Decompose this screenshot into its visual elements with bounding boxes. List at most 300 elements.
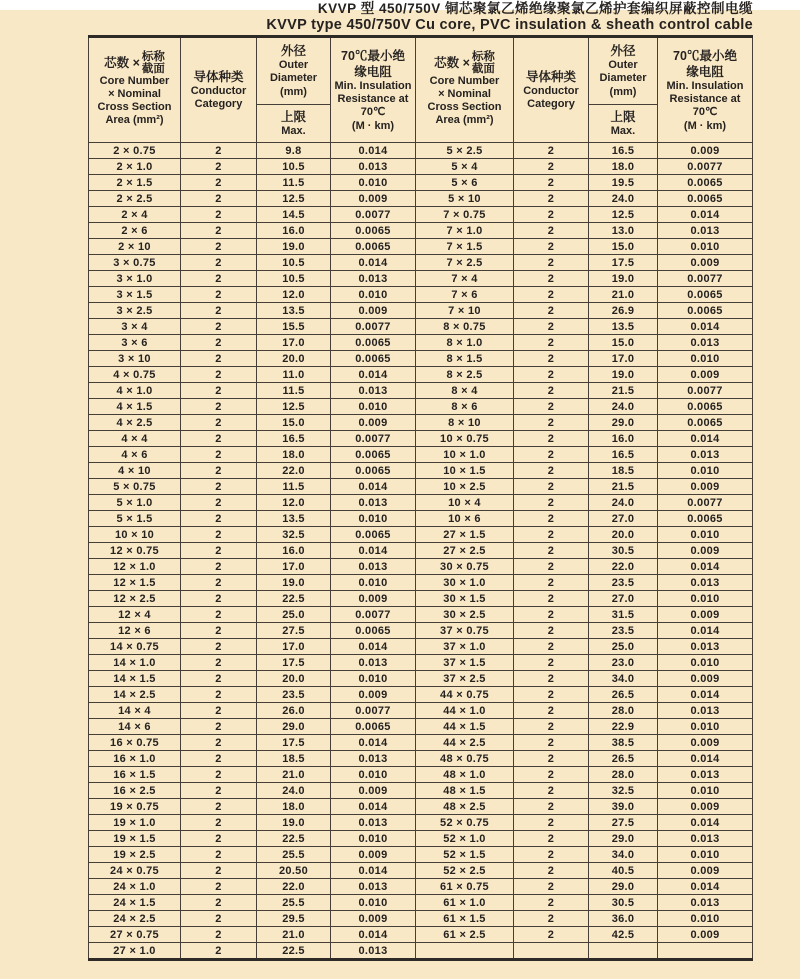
table-cell: 0.010 [658,719,753,735]
table-cell: 2 [514,847,589,863]
table-cell: 10 × 1.5 [416,463,514,479]
table-row [89,783,753,799]
table-cell: 2 [181,911,257,927]
table-row [89,943,753,960]
header-resistance-unit: (M · km) [351,119,395,132]
table-cell: 37 × 1.0 [416,639,514,655]
header-conductor-left [181,37,257,143]
header-resistance-en2: Resistance at [337,92,409,105]
table-cell: 37 × 0.75 [416,623,514,639]
table-cell: 29.0 [589,831,658,847]
table-cell: 24.0 [589,399,658,415]
table-cell: 12 × 1.5 [89,575,181,591]
table-cell: 0.014 [658,559,753,575]
table-cell: 2 [181,591,257,607]
table-row [89,287,753,303]
table-cell: 0.010 [331,831,416,847]
table-row [89,527,753,543]
header-core-zh-prefix: 芯数 × [434,56,470,70]
table-cell: 16.5 [589,447,658,463]
table-cell: 30 × 1.5 [416,591,514,607]
table-cell: 0.009 [658,799,753,815]
table-cell: 2 [181,543,257,559]
table-cell: 2 [514,287,589,303]
table-cell: 0.013 [658,831,753,847]
table-cell: 8 × 4 [416,383,514,399]
table-row [89,719,753,735]
header-diameter-left [257,37,331,105]
header-diameter-sub-en: Max. [610,124,636,137]
table-cell: 32.5 [589,783,658,799]
table-cell: 14.5 [257,207,331,223]
table-cell: 2 × 4 [89,207,181,223]
header-core-zh-bottom: 截面 [141,63,165,75]
table-row [89,335,753,351]
table-cell: 52 × 1.0 [416,831,514,847]
table-cell: 27 × 2.5 [416,543,514,559]
table-cell: 48 × 2.5 [416,799,514,815]
table-row [89,319,753,335]
table-cell: 15.5 [257,319,331,335]
header-resistance-en3: 70℃ [692,105,718,118]
table-cell: 19.0 [589,271,658,287]
table-cell: 0.013 [658,767,753,783]
table-cell: 13.5 [257,511,331,527]
table-cell: 26.0 [257,703,331,719]
table-cell: 3 × 1.0 [89,271,181,287]
table-cell: 2 [181,239,257,255]
table-cell: 2 [181,703,257,719]
table-row [89,223,753,239]
table-cell: 2 [514,911,589,927]
table-cell: 2 [181,335,257,351]
table-cell: 0.009 [658,927,753,943]
table-cell: 0.009 [331,303,416,319]
table-row [89,863,753,879]
table-cell: 17.5 [257,655,331,671]
table-cell: 30 × 2.5 [416,607,514,623]
table-row [89,399,753,415]
table-cell: 22.0 [257,463,331,479]
table-cell: 5 × 6 [416,175,514,191]
table-cell: 15.0 [589,239,658,255]
table-cell: 61 × 1.5 [416,911,514,927]
table-cell: 2 [181,655,257,671]
table-cell: 12 × 1.0 [89,559,181,575]
table-cell: 14 × 2.5 [89,687,181,703]
table-cell: 0.014 [331,479,416,495]
table-cell: 0.0077 [331,319,416,335]
table-cell: 0.0077 [331,703,416,719]
table-header [89,37,753,143]
table-cell: 14 × 0.75 [89,639,181,655]
table-cell: 0.0077 [658,271,753,287]
header-diameter-en2: Diameter [269,72,318,84]
table-cell: 0.009 [331,847,416,863]
table-cell: 2 [181,159,257,175]
table-cell: 0.0065 [658,511,753,527]
table-cell: 34.0 [589,671,658,687]
table-cell: 11.5 [257,479,331,495]
table-cell: 18.5 [257,751,331,767]
header-core-zh-stack [142,51,165,75]
table-cell: 8 × 1.5 [416,351,514,367]
table-cell: 12 × 6 [89,623,181,639]
table-cell: 31.5 [589,607,658,623]
table-cell: 8 × 6 [416,399,514,415]
table-cell: 15.0 [257,415,331,431]
table-cell: 61 × 0.75 [416,879,514,895]
table-cell: 12 × 2.5 [89,591,181,607]
table-cell: 0.009 [658,367,753,383]
table-cell: 0.0077 [331,207,416,223]
table-cell: 2 [514,751,589,767]
table-cell: 19.0 [257,239,331,255]
table-cell: 2 [181,495,257,511]
table-cell: 8 × 0.75 [416,319,514,335]
table-cell: 16.5 [257,431,331,447]
table-cell: 2 [514,255,589,271]
table-cell: 10 × 10 [89,527,181,543]
header-diameter-sub-zh: 上限 [280,109,306,124]
table-cell: 0.010 [331,175,416,191]
table-cell: 23.0 [589,655,658,671]
table-cell: 0.013 [331,751,416,767]
table-cell: 0.010 [331,511,416,527]
cable-spec-table [88,35,753,961]
table-cell: 0.010 [658,591,753,607]
header-resistance-zh1: 70℃最小绝 [341,48,405,63]
table-cell: 24.0 [257,783,331,799]
table-row [89,511,753,527]
table-cell: 22.0 [589,559,658,575]
table-cell: 0.0065 [331,223,416,239]
table-cell: 18.0 [589,159,658,175]
table-cell: 2 [181,367,257,383]
table-cell: 10.5 [257,255,331,271]
table-cell: 4 × 1.5 [89,399,181,415]
table-cell: 4 × 4 [89,431,181,447]
table-cell: 0.009 [331,911,416,927]
table-cell: 61 × 2.5 [416,927,514,943]
table-cell: 2 [181,863,257,879]
header-core-zh-top: 标称 [141,51,165,63]
table-row [89,479,753,495]
table-cell: 29.0 [589,415,658,431]
table-cell: 12.0 [257,287,331,303]
table-cell: 27.5 [257,623,331,639]
table-cell: 28.0 [589,703,658,719]
header-resistance-en3: 70℃ [360,105,386,118]
table-cell: 0.009 [331,415,416,431]
table-cell: 48 × 0.75 [416,751,514,767]
header-conductor-en2: Category [194,98,243,110]
table-cell: 27 × 0.75 [89,927,181,943]
table-cell: 0.010 [331,287,416,303]
table-cell: 0.009 [658,255,753,271]
table-cell: 0.013 [331,943,416,960]
header-core-left-zh [89,51,180,75]
table-cell: 16.0 [257,543,331,559]
table-cell: 19.0 [257,575,331,591]
table-cell: 22.5 [257,591,331,607]
header-resistance-zh2: 缘电阻 [354,64,392,79]
table-cell: 0.009 [658,735,753,751]
table-cell: 2 [181,351,257,367]
table-cell: 3 × 4 [89,319,181,335]
table-cell: 3 × 1.5 [89,287,181,303]
table-cell: 16 × 0.75 [89,735,181,751]
header-core-zh-prefix: 芯数 × [104,56,140,70]
table-cell: 2 [514,607,589,623]
table-row [89,303,753,319]
table-cell: 0.009 [331,591,416,607]
table-cell: 17.5 [589,255,658,271]
table-cell: 0.0065 [658,175,753,191]
table-row [89,559,753,575]
table-row [89,431,753,447]
table-row [89,639,753,655]
table-cell: 44 × 2.5 [416,735,514,751]
table-cell: 0.0077 [658,159,753,175]
table-cell: 2 [514,367,589,383]
table-cell: 19 × 1.0 [89,815,181,831]
header-conductor-en1: Conductor [523,85,579,97]
table-cell: 0.010 [331,399,416,415]
table-cell: 0.0065 [658,303,753,319]
table-cell: 24.0 [589,191,658,207]
table-cell: 2 [514,463,589,479]
table-cell: 30 × 1.0 [416,575,514,591]
table-cell: 0.009 [331,783,416,799]
table-cell: 29.0 [589,879,658,895]
table-cell: 0.009 [658,863,753,879]
header-core-zh-top: 标称 [471,51,495,63]
table-cell: 0.014 [658,207,753,223]
header-resistance-zh2: 缘电阻 [686,64,724,79]
table-cell: 2 [181,319,257,335]
header-core-en4: Area (mm²) [105,114,164,126]
table-cell: 2 [514,175,589,191]
table-cell: 2 [514,799,589,815]
header-diameter-zh: 外径 [280,44,306,58]
table-cell: 32.5 [257,527,331,543]
table-cell: 0.013 [658,575,753,591]
table-cell: 0.0065 [331,527,416,543]
table-cell: 7 × 2.5 [416,255,514,271]
table-cell: 8 × 1.0 [416,335,514,351]
table-cell: 0.013 [331,815,416,831]
table-row [89,703,753,719]
table-cell: 5 × 4 [416,159,514,175]
table-cell: 22.5 [257,943,331,960]
table-cell: 0.013 [331,879,416,895]
table-cell: 0.013 [658,639,753,655]
table-cell: 23.5 [589,575,658,591]
table-row [89,607,753,623]
table-cell: 2 [514,895,589,911]
table-cell: 2 [514,831,589,847]
table-cell: 44 × 1.0 [416,703,514,719]
table-cell: 12 × 0.75 [89,543,181,559]
table-cell: 52 × 0.75 [416,815,514,831]
table-cell: 2 [514,239,589,255]
table-cell: 0.010 [331,575,416,591]
document-title-en: KVVP type 450/750V Cu core, PVC insulation & sheath control cable [266,17,753,33]
table-cell: 11.5 [257,175,331,191]
table-row [89,591,753,607]
table-cell: 16.5 [589,143,658,159]
header-resistance-zh1: 70℃最小绝 [673,48,737,63]
table-cell: 7 × 1.0 [416,223,514,239]
table-row [89,799,753,815]
table-cell: 2 [514,351,589,367]
table-cell: 2 [181,943,257,960]
table-cell [416,943,514,960]
table-cell: 17.0 [257,335,331,351]
table-cell: 2 × 0.75 [89,143,181,159]
table-cell: 2 [181,511,257,527]
header-conductor-en1: Conductor [190,85,247,97]
table-cell: 17.0 [257,559,331,575]
table-cell: 10.5 [257,159,331,175]
header-core-en3: Cross Section [97,101,172,113]
table-cell: 2 [181,143,257,159]
table-cell: 20.0 [257,671,331,687]
header-resistance-en2: Resistance at [669,92,741,105]
table-cell: 20.0 [257,351,331,367]
table-cell: 21.5 [589,479,658,495]
table-cell: 19 × 0.75 [89,799,181,815]
table-cell: 14 × 1.0 [89,655,181,671]
table-cell: 0.010 [658,847,753,863]
table-cell: 18.0 [257,447,331,463]
table-cell: 20.0 [589,527,658,543]
table-cell: 5 × 0.75 [89,479,181,495]
table-cell: 0.0065 [658,415,753,431]
table-cell: 2 [181,287,257,303]
table-cell: 0.014 [331,255,416,271]
table-cell: 2 [181,895,257,911]
table-cell: 0.010 [658,351,753,367]
table-cell: 12 × 4 [89,607,181,623]
table-row [89,143,753,159]
table-cell: 2 [181,191,257,207]
table-cell: 2 [181,223,257,239]
table-cell: 0.014 [658,879,753,895]
table-cell: 0.010 [658,463,753,479]
table-cell: 21.0 [257,927,331,943]
table-cell: 21.0 [257,767,331,783]
table-cell: 18.0 [257,799,331,815]
table-cell: 2 [181,607,257,623]
table-cell: 27 × 1.0 [89,943,181,960]
table-cell: 25.0 [257,607,331,623]
table-cell: 7 × 4 [416,271,514,287]
table-cell: 0.010 [331,895,416,911]
table-cell: 0.013 [658,895,753,911]
table-cell: 19 × 2.5 [89,847,181,863]
table-cell: 0.014 [331,367,416,383]
table-cell: 2 [181,623,257,639]
table-cell: 2 [514,191,589,207]
table-cell: 13.0 [589,223,658,239]
header-core-zh-stack [472,51,495,75]
table-cell: 2 [514,671,589,687]
table-cell: 2 [181,879,257,895]
table-cell: 28.0 [589,767,658,783]
header-core-left [89,37,181,143]
header-core-zh-bottom: 截面 [471,63,495,75]
table-row [89,767,753,783]
header-diameter-right [589,37,658,105]
table-cell: 0.013 [331,495,416,511]
table-cell: 2 [181,751,257,767]
table-cell: 24 × 0.75 [89,863,181,879]
table-cell: 29.0 [257,719,331,735]
table-cell: 5 × 2.5 [416,143,514,159]
table-cell: 2 [181,303,257,319]
table-cell: 15.0 [589,335,658,351]
table-cell: 0.014 [658,319,753,335]
header-diameter-en2: Diameter [599,72,647,84]
table-cell: 9.8 [257,143,331,159]
table-cell: 39.0 [589,799,658,815]
table-cell: 7 × 1.5 [416,239,514,255]
table-cell: 7 × 6 [416,287,514,303]
table-cell: 11.5 [257,383,331,399]
header-diameter-sub-zh: 上限 [610,109,636,124]
table-cell: 0.013 [658,447,753,463]
table-cell: 48 × 1.5 [416,783,514,799]
table-cell: 0.013 [658,223,753,239]
table-cell: 0.013 [331,559,416,575]
table-cell: 34.0 [589,847,658,863]
table-cell: 0.013 [331,655,416,671]
header-resistance-en1: Min. Insulation [334,79,412,92]
header-core-right [416,37,514,143]
table-row [89,911,753,927]
table-row [89,239,753,255]
table-cell: 8 × 10 [416,415,514,431]
table-cell: 0.010 [658,783,753,799]
header-core-right-zh [416,51,513,75]
table-row [89,351,753,367]
table-cell: 19.0 [589,367,658,383]
table-cell: 3 × 6 [89,335,181,351]
header-core-en2: × Nominal [108,88,161,100]
table-cell: 0.0065 [331,239,416,255]
table-cell: 24.0 [589,495,658,511]
table-cell: 2 [181,559,257,575]
header-diameter-unit: (mm) [609,86,637,98]
table-cell: 2 [514,687,589,703]
header-diameter-max-left [257,105,331,143]
table-row [89,879,753,895]
table-cell: 2 [514,543,589,559]
table-cell: 2 [181,175,257,191]
table-row [89,671,753,687]
table-row [89,271,753,287]
table-cell: 2 [181,271,257,287]
table-cell: 2 [514,431,589,447]
table-cell: 4 × 10 [89,463,181,479]
table-cell: 2 [181,671,257,687]
table-cell: 2 [181,831,257,847]
table-cell: 36.0 [589,911,658,927]
table-cell: 2 [181,783,257,799]
header-conductor-zh: 导体种类 [525,70,576,84]
